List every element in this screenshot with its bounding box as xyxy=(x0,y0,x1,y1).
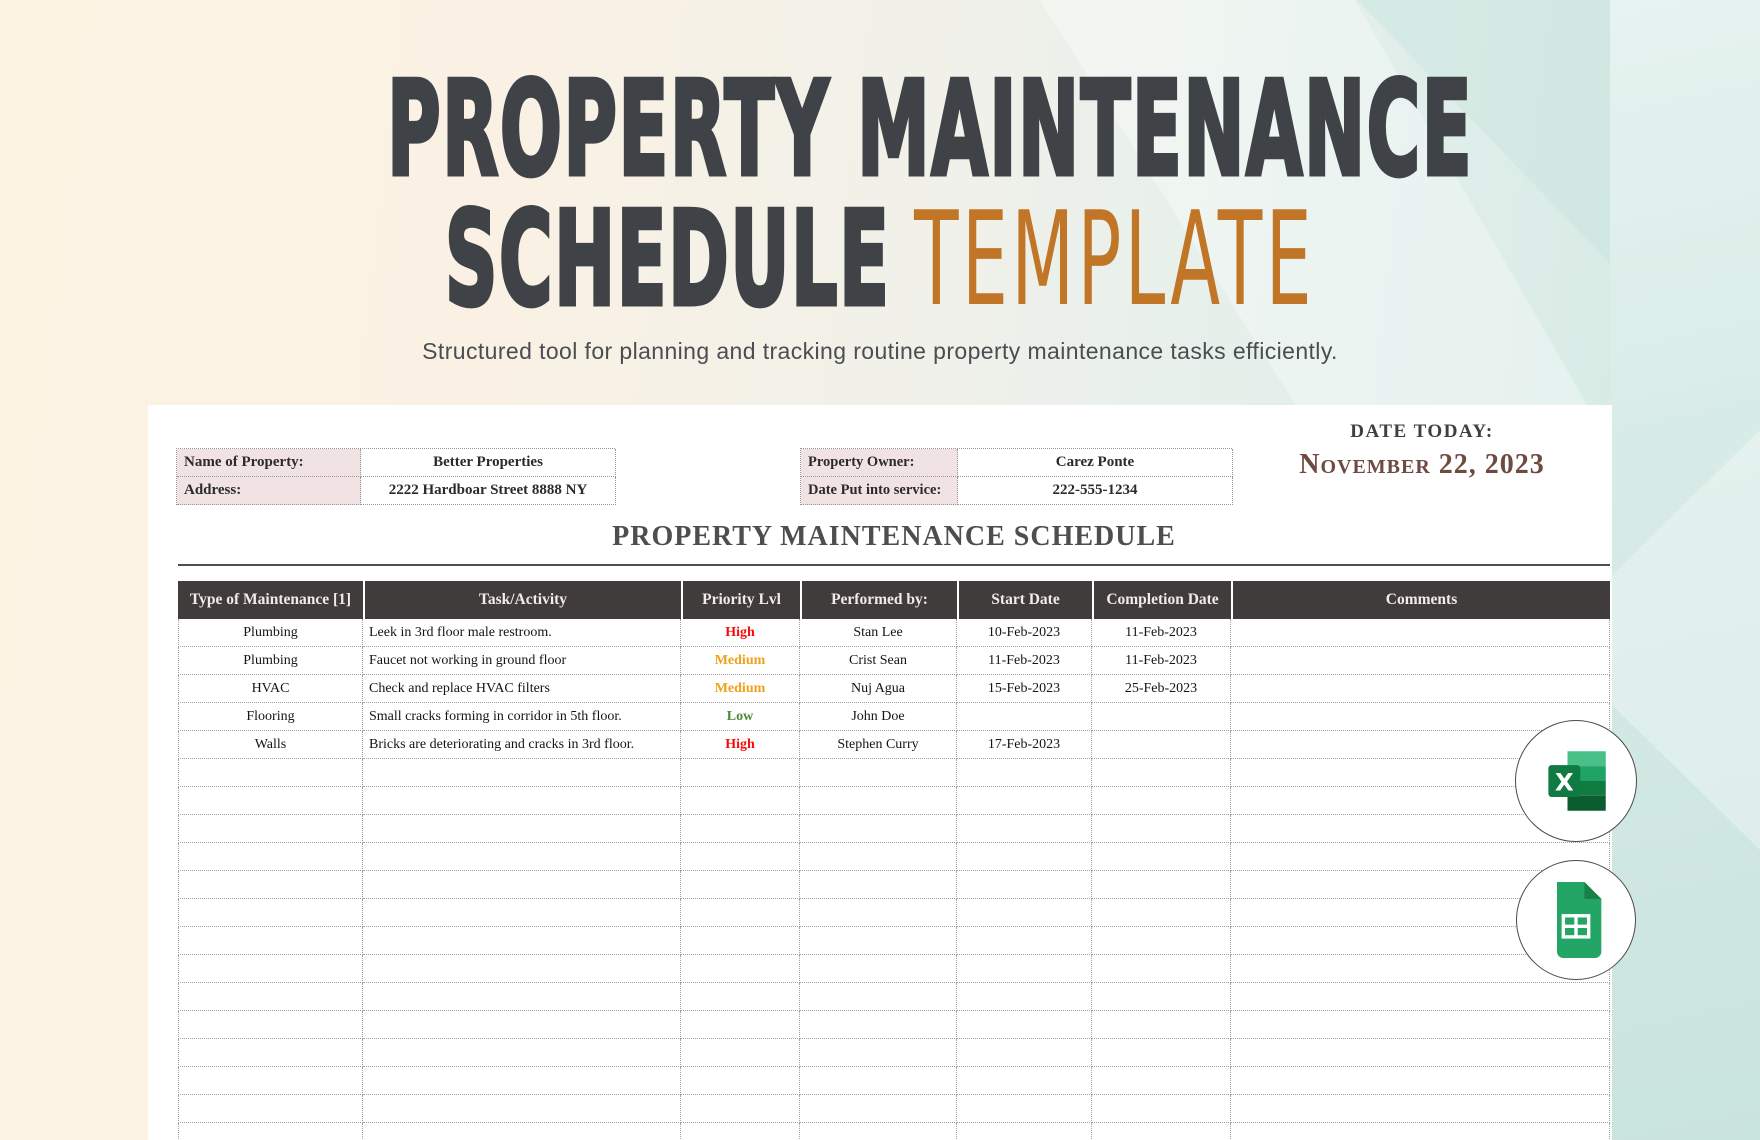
table-row xyxy=(178,759,1610,787)
cell-type-of-maintenance xyxy=(178,1039,363,1067)
header-start-date: Start Date xyxy=(957,581,1092,619)
cell-priority xyxy=(681,787,800,815)
cell-comments xyxy=(1231,1123,1610,1140)
cell-task-activity xyxy=(363,1039,681,1067)
cell-comments xyxy=(1231,983,1610,1011)
cell-priority xyxy=(681,927,800,955)
hero-section xyxy=(0,53,1760,365)
cell-completion-date xyxy=(1092,1095,1231,1123)
cell-performed-by xyxy=(800,899,957,927)
cell-type-of-maintenance xyxy=(178,815,363,843)
cell-completion-date: 11-Feb-2023 xyxy=(1092,647,1231,675)
svg-text:X: X xyxy=(1554,767,1574,797)
cell-type-of-maintenance xyxy=(178,899,363,927)
cell-task-activity: Leek in 3rd floor male restroom. xyxy=(363,619,681,647)
cell-priority xyxy=(681,871,800,899)
cell-start-date xyxy=(957,1123,1092,1140)
cell-completion-date xyxy=(1092,759,1231,787)
header-completion-date: Completion Date xyxy=(1092,581,1231,619)
cell-start-date xyxy=(957,955,1092,983)
table-row xyxy=(178,1011,1610,1039)
cell-priority xyxy=(681,955,800,983)
table-row xyxy=(178,815,1610,843)
cell-performed-by: Stan Lee xyxy=(800,619,957,647)
cell-type-of-maintenance xyxy=(178,1123,363,1140)
cell-comments xyxy=(1231,619,1610,647)
cell-task-activity xyxy=(363,1123,681,1140)
cell-task-activity xyxy=(363,843,681,871)
cell-priority xyxy=(681,983,800,1011)
cell-start-date xyxy=(957,843,1092,871)
cell-type-of-maintenance xyxy=(178,1067,363,1095)
cell-start-date xyxy=(957,927,1092,955)
cell-type-of-maintenance xyxy=(178,1095,363,1123)
address-value: 2222 Hardboar Street 8888 NY xyxy=(361,477,616,505)
cell-priority xyxy=(681,1095,800,1123)
table-row xyxy=(178,843,1610,871)
cell-task-activity xyxy=(363,983,681,1011)
cell-completion-date xyxy=(1092,1067,1231,1095)
cell-comments xyxy=(1231,1039,1610,1067)
owner-info-table xyxy=(800,448,1232,505)
page-subtitle: Structured tool for planning and tracking routine property maintenance tasks efficiently. xyxy=(422,338,1338,364)
date-today-block xyxy=(1212,421,1612,481)
excel-format-badge[interactable] xyxy=(1515,720,1637,842)
cell-priority: Medium xyxy=(681,647,800,675)
cell-task-activity: Check and replace HVAC filters xyxy=(363,675,681,703)
cell-comments xyxy=(1231,1067,1610,1095)
table-row xyxy=(178,619,1610,647)
header-performed-by: Performed by: xyxy=(800,581,957,619)
cell-performed-by xyxy=(800,927,957,955)
cell-priority xyxy=(681,759,800,787)
cell-task-activity: Small cracks forming in corridor in 5th floor. xyxy=(363,703,681,731)
cell-type-of-maintenance xyxy=(178,927,363,955)
header-task-activity: Task/Activity xyxy=(363,581,681,619)
table-row xyxy=(178,731,1610,759)
cell-task-activity xyxy=(363,815,681,843)
cell-start-date xyxy=(957,871,1092,899)
cell-performed-by xyxy=(800,1067,957,1095)
cell-priority: Medium xyxy=(681,675,800,703)
cell-performed-by: John Doe xyxy=(800,703,957,731)
cell-comments xyxy=(1231,1095,1610,1123)
table-header-row xyxy=(178,581,1610,619)
date-today-label: DATE TODAY: xyxy=(1350,421,1494,442)
cell-performed-by xyxy=(800,955,957,983)
cell-start-date xyxy=(957,1011,1092,1039)
cell-start-date xyxy=(957,703,1092,731)
cell-start-date xyxy=(957,1039,1092,1067)
cell-completion-date xyxy=(1092,703,1231,731)
cell-priority xyxy=(681,1123,800,1140)
cell-priority xyxy=(681,899,800,927)
cell-type-of-maintenance: Plumbing xyxy=(178,619,363,647)
page-title-line2 xyxy=(387,183,1373,335)
cell-completion-date xyxy=(1092,871,1231,899)
table-row xyxy=(178,675,1610,703)
name-of-property-label: Name of Property: xyxy=(177,449,361,477)
cell-type-of-maintenance xyxy=(178,759,363,787)
cell-task-activity xyxy=(363,1067,681,1095)
cell-performed-by xyxy=(800,1095,957,1123)
table-row xyxy=(178,703,1610,731)
cell-type-of-maintenance xyxy=(178,1011,363,1039)
property-owner-label: Property Owner: xyxy=(801,449,958,477)
cell-performed-by xyxy=(800,983,957,1011)
cell-comments xyxy=(1231,675,1610,703)
table-row xyxy=(178,1123,1610,1140)
cell-completion-date xyxy=(1092,899,1231,927)
google-sheets-format-badge[interactable] xyxy=(1516,860,1636,980)
table-row xyxy=(178,955,1610,983)
page-title-template-accent: TEMPLATE xyxy=(914,183,1316,335)
cell-type-of-maintenance: Plumbing xyxy=(178,647,363,675)
cell-task-activity xyxy=(363,955,681,983)
cell-task-activity xyxy=(363,759,681,787)
cell-start-date xyxy=(957,899,1092,927)
cell-type-of-maintenance: Flooring xyxy=(178,703,363,731)
cell-start-date: 10-Feb-2023 xyxy=(957,619,1092,647)
cell-priority xyxy=(681,1039,800,1067)
cell-performed-by xyxy=(800,871,957,899)
cell-performed-by xyxy=(800,1039,957,1067)
cell-completion-date xyxy=(1092,731,1231,759)
cell-completion-date xyxy=(1092,843,1231,871)
date-today-value: November 22, 2023 xyxy=(1299,449,1545,480)
cell-task-activity: Faucet not working in ground floor xyxy=(363,647,681,675)
date-put-into-service-label: Date Put into service: xyxy=(801,477,958,505)
cell-task-activity xyxy=(363,899,681,927)
template-preview-card xyxy=(148,405,1612,1140)
cell-completion-date xyxy=(1092,1123,1231,1140)
google-sheets-icon xyxy=(1550,882,1602,958)
cell-performed-by: Crist Sean xyxy=(800,647,957,675)
cell-start-date xyxy=(957,787,1092,815)
table-row xyxy=(178,1095,1610,1123)
cell-comments xyxy=(1231,1011,1610,1039)
cell-completion-date xyxy=(1092,1011,1231,1039)
table-row xyxy=(178,647,1610,675)
sheet-title-rule xyxy=(178,564,1610,566)
table-body xyxy=(178,619,1610,1140)
cell-task-activity xyxy=(363,927,681,955)
excel-icon xyxy=(1542,749,1610,813)
cell-performed-by xyxy=(800,843,957,871)
cell-type-of-maintenance xyxy=(178,955,363,983)
cell-task-activity xyxy=(363,1095,681,1123)
cell-completion-date xyxy=(1092,983,1231,1011)
table-row xyxy=(178,927,1610,955)
cell-completion-date: 11-Feb-2023 xyxy=(1092,619,1231,647)
cell-start-date xyxy=(957,983,1092,1011)
cell-task-activity xyxy=(363,1011,681,1039)
cell-performed-by: Nuj Agua xyxy=(800,675,957,703)
cell-type-of-maintenance xyxy=(178,843,363,871)
cell-task-activity xyxy=(363,787,681,815)
date-put-into-service-value: 222-555-1234 xyxy=(958,477,1233,505)
table-row xyxy=(178,1067,1610,1095)
cell-completion-date xyxy=(1092,955,1231,983)
cell-completion-date xyxy=(1092,927,1231,955)
cell-performed-by xyxy=(800,759,957,787)
page-title xyxy=(387,53,1474,335)
header-priority-lvl: Priority Lvl xyxy=(681,581,800,619)
cell-priority xyxy=(681,1067,800,1095)
cell-priority xyxy=(681,1011,800,1039)
cell-start-date xyxy=(957,759,1092,787)
cell-start-date: 15-Feb-2023 xyxy=(957,675,1092,703)
header-comments: Comments xyxy=(1231,581,1610,619)
cell-performed-by xyxy=(800,787,957,815)
header-type-of-maintenance: Type of Maintenance [1] xyxy=(189,591,352,608)
cell-task-activity xyxy=(363,871,681,899)
cell-priority: Low xyxy=(681,703,800,731)
table-row xyxy=(178,787,1610,815)
cell-priority xyxy=(681,815,800,843)
cell-task-activity: Bricks are deteriorating and cracks in 3rd floor. xyxy=(363,731,681,759)
cell-completion-date xyxy=(1092,1039,1231,1067)
cell-performed-by xyxy=(800,1123,957,1140)
name-of-property-value: Better Properties xyxy=(361,449,616,477)
cell-start-date xyxy=(957,815,1092,843)
cell-start-date xyxy=(957,1095,1092,1123)
cell-type-of-maintenance: Walls xyxy=(178,731,363,759)
cell-priority xyxy=(681,843,800,871)
table-row xyxy=(178,1039,1610,1067)
cell-completion-date xyxy=(1092,815,1231,843)
property-owner-value: Carez Ponte xyxy=(958,449,1233,477)
cell-comments xyxy=(1231,647,1610,675)
page-title-schedule: SCHEDULE xyxy=(444,183,891,335)
cell-performed-by xyxy=(800,1011,957,1039)
address-label: Address: xyxy=(177,477,361,505)
cell-type-of-maintenance xyxy=(178,871,363,899)
cell-start-date: 17-Feb-2023 xyxy=(957,731,1092,759)
cell-priority: High xyxy=(681,619,800,647)
cell-start-date: 11-Feb-2023 xyxy=(957,647,1092,675)
sheet-title: PROPERTY MAINTENANCE SCHEDULE xyxy=(612,521,1176,552)
cell-start-date xyxy=(957,1067,1092,1095)
table-row xyxy=(178,871,1610,899)
table-row xyxy=(178,899,1610,927)
cell-type-of-maintenance xyxy=(178,787,363,815)
cell-type-of-maintenance: HVAC xyxy=(178,675,363,703)
cell-priority: High xyxy=(681,731,800,759)
page-title-line1: PROPERTY MAINTENANCE xyxy=(387,53,1474,205)
cell-performed-by: Stephen Curry xyxy=(800,731,957,759)
property-info-table xyxy=(176,448,615,505)
table-row xyxy=(178,983,1610,1011)
cell-completion-date: 25-Feb-2023 xyxy=(1092,675,1231,703)
cell-type-of-maintenance xyxy=(178,983,363,1011)
cell-completion-date xyxy=(1092,787,1231,815)
cell-performed-by xyxy=(800,815,957,843)
